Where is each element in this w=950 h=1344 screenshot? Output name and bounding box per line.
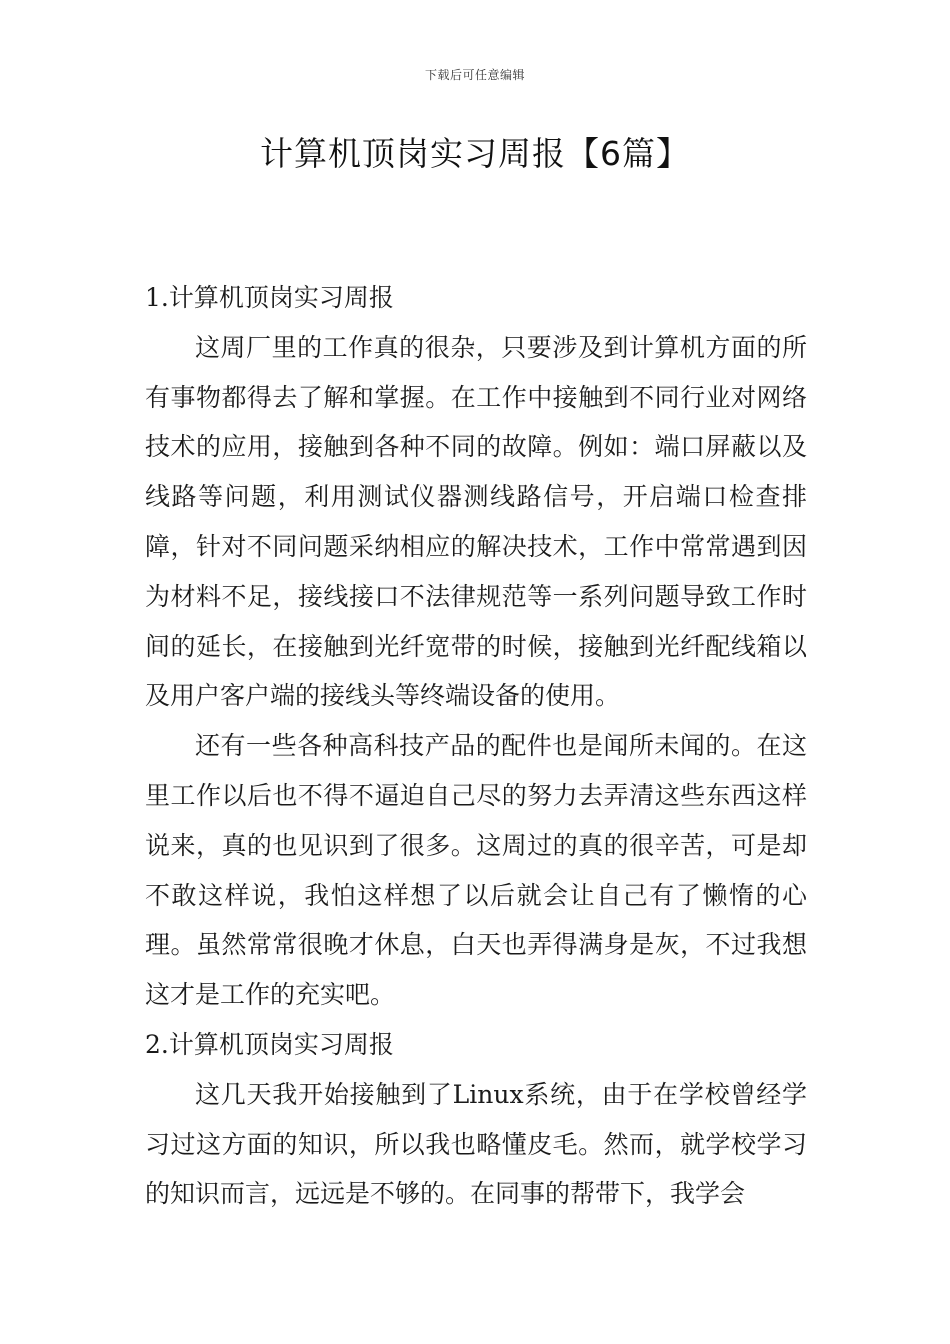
header-note: 下载后可任意编辑 <box>424 68 525 82</box>
section-1 <box>145 273 807 1020</box>
section-2 <box>145 1020 807 1219</box>
paragraph: 这周厂里的工作真的很杂，只要涉及到计算机方面的所有事物都得去了解和掌握。在工作中接触到不同行业对网络技术的应用，接触到各种不同的故障。例如：端口屏蔽以及线路等问题，利用测试仪器测线路信号，开启端口检查排障，针对不同问题采纳相应的解决技术，工作中常常遇到因为材料不足，接线接口不法律规范等一系列问题导致工作时间的延长，在接触到光纤宽带的时候，接触到光纤配线箱以及用户客户端的接线头等终端设备的使用。 <box>145 332 807 711</box>
paragraph: 这几天我开始接触到了Linux系统，由于在学校曾经学习过这方面的知识，所以我也略懂皮毛。然而，就学校学习的知识而言，远远是不够的。在同事的帮带下，我学会 <box>145 1079 807 1209</box>
section-heading: 1.计算机顶岗实习周报 <box>145 283 394 312</box>
document-body <box>145 273 807 1219</box>
section-heading: 2.计算机顶岗实习周报 <box>145 1029 394 1059</box>
document-title: 计算机顶岗实习周报【6篇】 <box>260 134 690 173</box>
paragraph: 还有一些各种高科技产品的配件也是闻所未闻的。在这里工作以后也不得不逼迫自己尽的努力去弄清这些东西这样说来，真的也见识到了很多。这周过的真的很辛苦，可是却不敢这样说，我怕这样想了以后就会让自己有了懒惰的心理。虽然常常很晚才休息，白天也弄得满身是灰，不过我想这才是工作的充实吧。 <box>145 731 807 1010</box>
